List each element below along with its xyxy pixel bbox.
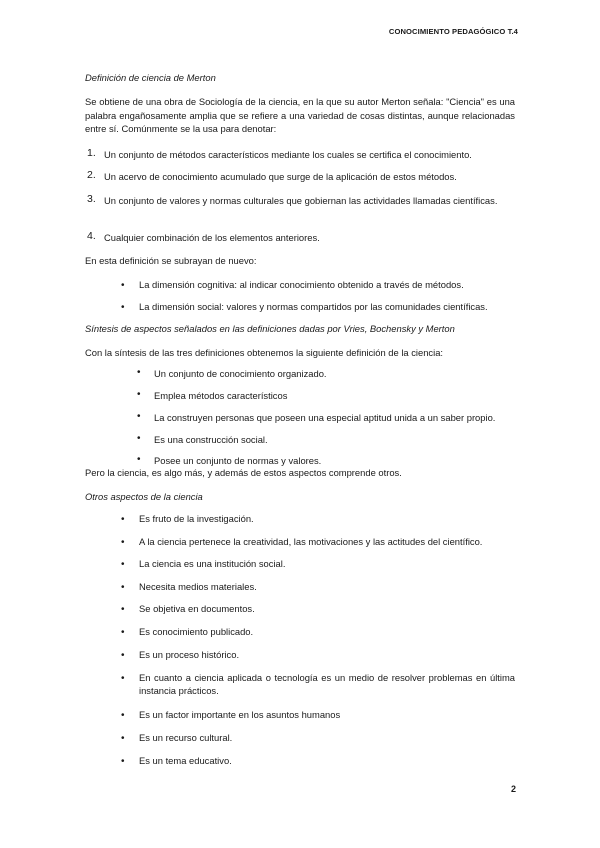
list-item: La construyen personas que poseen una especial aptitud unida a un saber propio. — [154, 412, 496, 423]
list-item: A la ciencia pertenece la creatividad, las motivaciones y las actitudes del científico. — [139, 536, 483, 547]
section-heading-other: Otros aspectos de la ciencia — [85, 491, 203, 502]
bullet-icon: • — [121, 756, 125, 767]
list-number: 2. — [87, 169, 96, 181]
section-heading-merton: Definición de ciencia de Merton — [85, 72, 216, 83]
list-number: 1. — [87, 147, 96, 159]
synthesis-intro: Con la síntesis de las tres definiciones obtenemos la siguiente definición de la ciencia: — [85, 347, 444, 358]
list-item: Un conjunto de valores y normas culturales que gobiernan las actividades llamadas científicas. — [104, 195, 498, 206]
list-item: Cualquier combinación de los elementos anteriores. — [104, 232, 320, 243]
bullet-icon: • — [121, 627, 125, 638]
synthesis-closing: Pero la ciencia, es algo más, y además de estos aspectos comprende otros. — [85, 467, 402, 478]
bullet-icon: • — [121, 537, 125, 548]
list-item: Es conocimiento publicado. — [139, 626, 254, 637]
bullet-icon: • — [121, 710, 125, 721]
list-item: Es un tema educativo. — [139, 755, 232, 766]
list-item: Es fruto de la investigación. — [139, 513, 254, 524]
merton-intro-paragraph: Se obtiene de una obra de Sociología de la ciencia, en la que su autor Merton señala: "Ciencia" es una palabra engañosamente amplia que se refiere a una variedad de cosas distintas, aunque relacionadas entre sí. Comúnmente se la usa para denotar: — [85, 96, 515, 134]
list-number: 4. — [87, 230, 96, 242]
bullet-icon: • — [121, 582, 125, 593]
list-number: 3. — [87, 193, 96, 205]
list-item: Posee un conjunto de normas y valores. — [154, 455, 322, 466]
bullet-icon: • — [137, 367, 141, 378]
list-item: La ciencia es una institución social. — [139, 558, 286, 569]
list-item: Es un factor importante en los asuntos humanos — [139, 709, 341, 720]
section-heading-synthesis: Síntesis de aspectos señalados en las definiciones dadas por Vries, Bochensky y Merton — [85, 323, 455, 334]
list-item: Un acervo de conocimiento acumulado que surge de la aplicación de estos métodos. — [104, 171, 457, 182]
bullet-icon: • — [137, 389, 141, 400]
running-header: CONOCIMIENTO PEDAGÓGICO T.4 — [388, 27, 518, 36]
bullet-icon: • — [121, 514, 125, 525]
bullet-icon: • — [121, 280, 125, 291]
list-item: Es un recurso cultural. — [139, 732, 233, 743]
list-item: Necesita medios materiales. — [139, 581, 257, 592]
list-item: En cuanto a ciencia aplicada o tecnología es un medio de resolver problemas en última instancia prácticos. — [139, 672, 515, 696]
list-item: La dimensión cognitiva: al indicar conocimiento obtenido a través de métodos. — [139, 279, 464, 290]
list-item: Un conjunto de conocimiento organizado. — [154, 368, 327, 379]
bullet-icon: • — [121, 604, 125, 615]
bullet-icon: • — [121, 673, 125, 684]
bullet-icon: • — [121, 302, 125, 313]
page-number: 2 — [510, 784, 516, 794]
list-item: Emplea métodos característicos — [154, 390, 288, 401]
list-item: Se objetiva en documentos. — [139, 603, 255, 614]
merton-subtitle: En esta definición se subrayan de nuevo: — [85, 255, 257, 266]
bullet-icon: • — [137, 411, 141, 422]
list-item: Es un proceso histórico. — [139, 649, 240, 660]
bullet-icon: • — [121, 559, 125, 570]
bullet-icon: • — [137, 454, 141, 465]
list-item: La dimensión social: valores y normas compartidos por las comunidades científicas. — [139, 301, 488, 312]
list-item: Un conjunto de métodos característicos mediante los cuales se certifica el conocimiento. — [104, 149, 472, 160]
bullet-icon: • — [121, 733, 125, 744]
list-item: Es una construcción social. — [154, 434, 268, 445]
bullet-icon: • — [121, 650, 125, 661]
bullet-icon: • — [137, 433, 141, 444]
